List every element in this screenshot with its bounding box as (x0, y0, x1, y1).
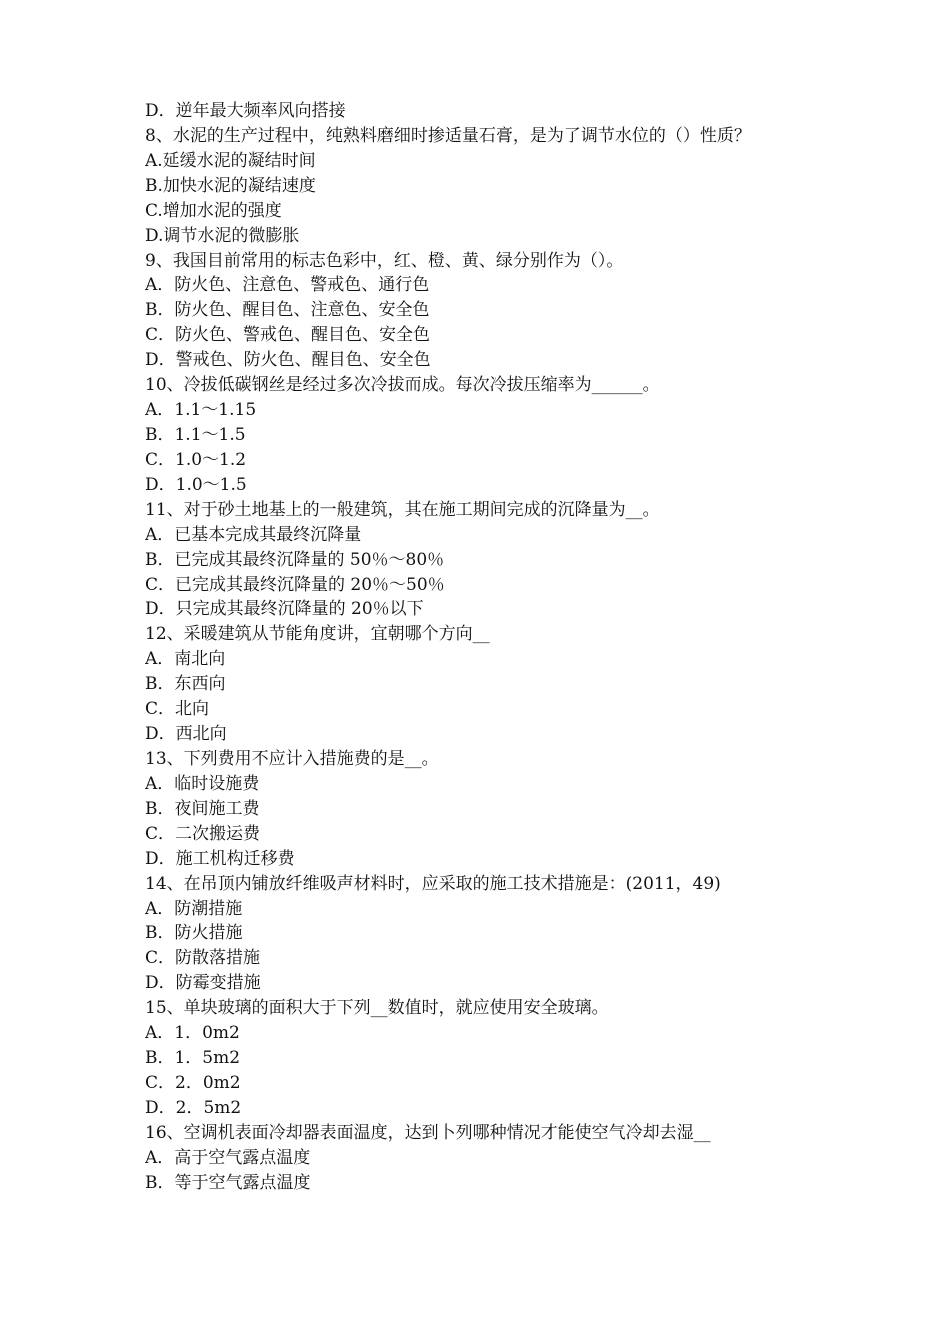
question-line: 14、在吊顶内铺放纤维吸声材料时，应采取的施工技术措施是：(2011，49) (145, 873, 721, 894)
option-line: D．警戒色、防火色、醒目色、安全色 (145, 350, 431, 371)
option-line: B．等于空气露点温度 (145, 1172, 311, 1193)
option-line: C．防火色、警戒色、醒目色、安全色 (145, 325, 431, 346)
text-line: D．逆年最大频率风向搭接 (145, 101, 346, 121)
option-line: A．南北向 (145, 649, 226, 670)
question-line: 15、单块玻璃的面积大于下列__数值时，就应使用安全玻璃。 (145, 998, 609, 1019)
option-line: A．已基本完成其最终沉降量 (145, 524, 362, 545)
option-line: C．北向 (145, 699, 210, 720)
option-line: A．防火色、注意色、警戒色、通行色 (145, 275, 430, 296)
option-line: D．2．5m2 (145, 1097, 242, 1118)
question-line: 12、采暖建筑从节能角度讲，宜朝哪个方向__ (145, 624, 490, 645)
option-line: D．1.0～1.5 (145, 474, 247, 495)
option-line: B．防火色、醒目色、注意色、安全色 (145, 300, 430, 321)
question-line: 11、对于砂土地基上的一般建筑，其在施工期间完成的沉降量为__。 (145, 499, 660, 520)
question-line: 9、我国目前常用的标志色彩中，红、橙、黄、绿分别作为（）。 (145, 250, 624, 271)
option-line: D.调节水泥的微膨胀 (145, 225, 300, 246)
option-line: C．2．0m2 (145, 1072, 241, 1093)
option-line: A．1．0m2 (145, 1023, 240, 1044)
option-line: A．高于空气露点温度 (145, 1147, 311, 1168)
option-line: B．1．5m2 (145, 1048, 241, 1069)
option-line: B．1.1～1.5 (145, 424, 246, 445)
question-line: 10、冷拔低碳钢丝是经过多次冷拔而成。每次冷拔压缩率为______。 (145, 375, 660, 396)
question-line: 13、下列费用不应计入措施费的是__。 (145, 748, 439, 769)
option-line: D．西北向 (145, 724, 227, 745)
question-line: 8、水泥的生产过程中，纯熟料磨细时掺适量石膏，是为了调节水位的（）性质？ (145, 125, 751, 146)
question-line: 16、空调机表面冷却器表面温度，达到卜列哪种情况才能使空气冷却去湿__ (145, 1122, 711, 1143)
option-line: D．只完成其最终沉降量的 20％以下 (145, 599, 424, 620)
option-line: B.加快水泥的凝结速度 (145, 175, 316, 196)
option-line: B．夜间施工费 (145, 798, 260, 819)
option-line: B．防火措施 (145, 923, 243, 944)
option-line: D．防霉变措施 (145, 973, 261, 994)
option-line: A.延缓水泥的凝结时间 (145, 150, 316, 171)
option-line: C．二次搬运费 (145, 823, 261, 844)
option-line: C．防散落措施 (145, 948, 261, 969)
option-line: A．临时设施费 (145, 773, 260, 794)
question-text-block (145, 99, 825, 1196)
option-line: A．防潮措施 (145, 898, 243, 919)
option-line: C.增加水泥的强度 (145, 200, 282, 221)
option-line: C．已完成其最终沉降量的 20％～50％ (145, 574, 445, 595)
option-line: D．施工机构迁移费 (145, 848, 295, 869)
option-line: B．东西向 (145, 674, 226, 695)
option-line: C．1.0～1.2 (145, 449, 247, 470)
option-line: A．1.1～1.15 (145, 400, 257, 421)
option-line: B．已完成其最终沉降量的 50％～80％ (145, 549, 445, 570)
